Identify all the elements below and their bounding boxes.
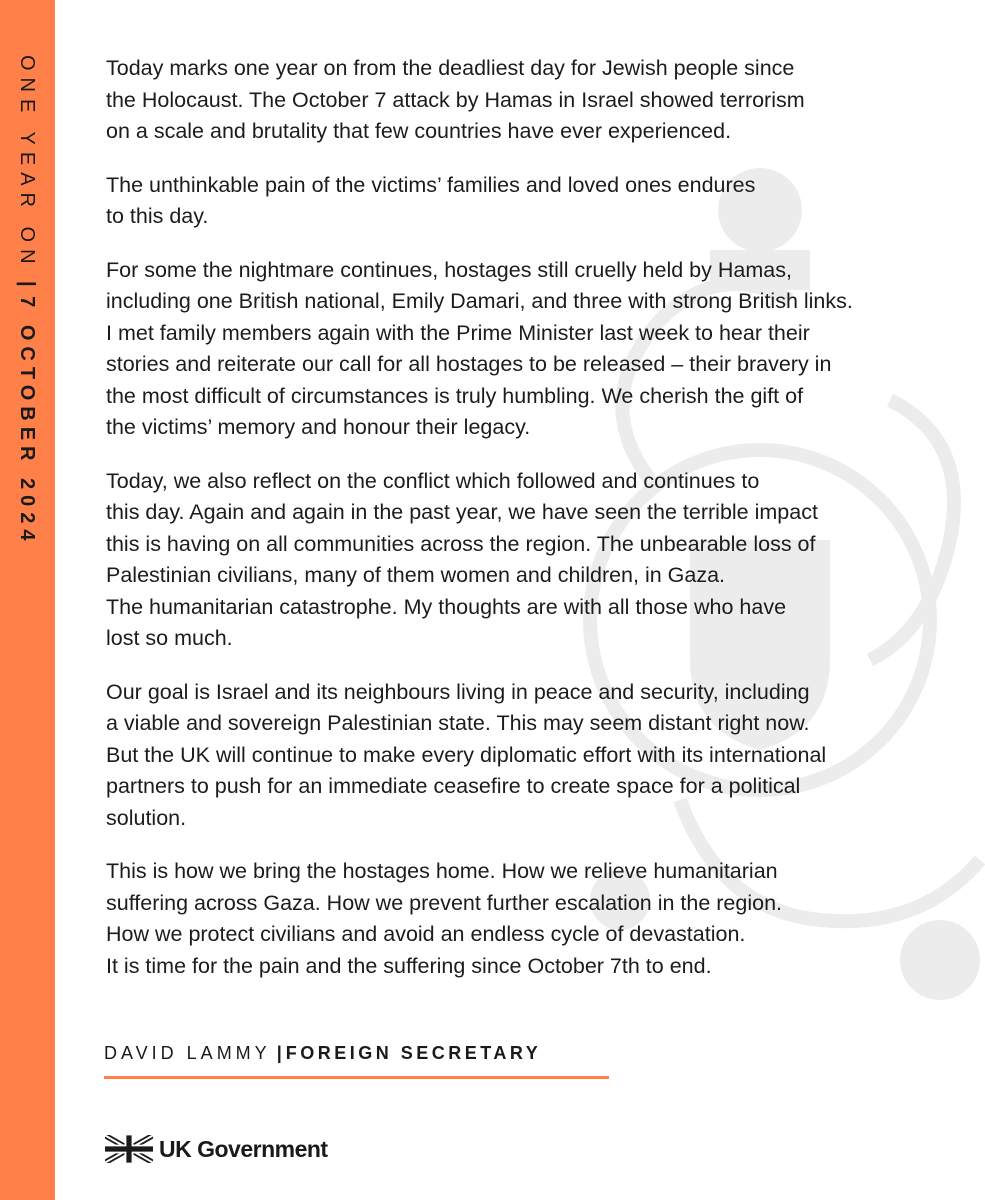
letter-line: the Holocaust. The October 7 attack by Hamas in Israel showed terrorism <box>106 87 805 112</box>
letter-line: It is time for the pain and the suffering since October 7th to end. <box>106 953 712 978</box>
letter-paragraph <box>106 255 956 444</box>
letter-line: solution. <box>106 805 187 830</box>
letter-paragraph <box>106 170 956 233</box>
letter-line: Our goal is Israel and its neighbours living in peace and security, including <box>106 679 810 704</box>
letter-paragraph <box>106 466 956 655</box>
uk-government-logo <box>105 1133 328 1165</box>
letter-line: the victims’ memory and honour their legacy. <box>106 415 531 439</box>
letter-line: this day. Again and again in the past year, we have seen the terrible impact <box>106 500 818 524</box>
letter-line: The humanitarian catastrophe. My thoughts are with all those who have <box>106 594 787 619</box>
letter-line: This is how we bring the hostages home. How we relieve humanitarian <box>106 859 778 883</box>
letter-body <box>106 53 956 1004</box>
letter-paragraph <box>106 677 956 835</box>
letter-line: a viable and sovereign Palestinian state. This may seem distant right now. <box>106 711 810 735</box>
signature-separator: | <box>276 1043 282 1063</box>
letter-line: suffering across Gaza. How we prevent further escalation in the region. <box>106 890 783 915</box>
letter-paragraph <box>106 53 956 148</box>
letter-line: this is having on all communities across the region. The unbearable loss of <box>106 531 816 556</box>
letter-line: Palestinian civilians, many of them women and children, in Gaza. <box>106 563 726 587</box>
side-bar <box>0 0 55 1200</box>
letter-line: on a scale and brutality that few countries have ever experienced. <box>106 119 732 143</box>
signature <box>104 1043 541 1064</box>
letter-line: Today, we also reflect on the conflict which followed and continues to <box>106 468 760 493</box>
side-caption-separator: | <box>16 280 38 287</box>
letter-line: How we protect civilians and avoid an endless cycle of devastation. <box>106 922 746 946</box>
signature-name: DAVID LAMMY <box>104 1043 271 1063</box>
side-caption-prefix: ONE YEAR ON <box>16 55 38 271</box>
letter-line: the most difficult of circumstances is truly humbling. We cherish the gift of <box>106 383 804 408</box>
letter-line: partners to push for an immediate ceasefire to create space for a political <box>106 774 801 798</box>
letter-line: to this day. <box>106 204 209 228</box>
signature-role: FOREIGN SECRETARY <box>285 1043 542 1063</box>
letter-line: The unthinkable pain of the victims’ families and loved ones endures <box>106 172 756 197</box>
signature-underline <box>104 1076 609 1079</box>
letter-line: stories and reiterate our call for all hostages to be released – their bravery in <box>106 352 832 376</box>
letter-line: Today marks one year on from the deadliest day for Jewish people since <box>106 56 795 80</box>
letter-line: For some the nightmare continues, hostages still cruelly held by Hamas, <box>106 257 792 282</box>
letter-paragraph <box>106 856 956 982</box>
letter-line: including one British national, Emily Damari, and three with strong British links. <box>106 289 853 313</box>
letter-line: But the UK will continue to make every diplomatic effort with its international <box>106 742 827 767</box>
logo-text: UK Government <box>159 1135 328 1162</box>
letter-line: I met family members again with the Prime Minister last week to hear their <box>106 320 810 345</box>
union-flag-icon <box>105 1135 153 1163</box>
side-caption <box>17 55 37 547</box>
side-caption-date: 7 OCTOBER 2024 <box>16 296 38 547</box>
letter-line: lost so much. <box>106 626 233 650</box>
